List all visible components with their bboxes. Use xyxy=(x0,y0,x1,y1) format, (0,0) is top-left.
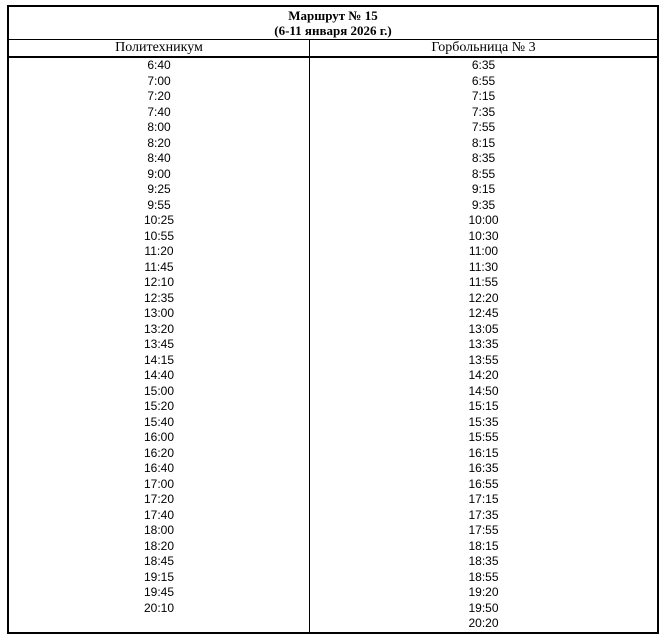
time-cell: 19:50 xyxy=(468,600,499,615)
time-cell: 14:40 xyxy=(143,368,175,382)
time-cell: 17:55 xyxy=(468,523,499,537)
time-cell: 20:10 xyxy=(143,600,175,615)
time-cell: 15:20 xyxy=(143,399,175,413)
time-cell: 7:15 xyxy=(471,89,496,103)
time-cell: 7:00 xyxy=(147,73,171,88)
time-cell: 11:20 xyxy=(144,244,174,258)
time-cell: 18:55 xyxy=(468,569,499,584)
time-cell: 12:45 xyxy=(468,306,499,320)
time-cell: 12:10 xyxy=(143,275,175,289)
time-cell: 6:40 xyxy=(147,58,171,72)
time-cell: 16:20 xyxy=(143,445,175,460)
time-cell: 18:35 xyxy=(468,554,499,568)
time-cell: 20:20 xyxy=(468,616,499,630)
time-cell: 9:25 xyxy=(147,182,171,196)
time-cell: 17:00 xyxy=(143,476,175,491)
time-cell: 16:35 xyxy=(468,461,499,475)
time-cell: 8:15 xyxy=(471,135,496,150)
time-cell: 13:00 xyxy=(143,306,175,320)
time-cell: 16:55 xyxy=(468,476,499,491)
column-header-politehnikum: Политехникум xyxy=(9,40,310,56)
time-cell: 16:00 xyxy=(143,430,175,444)
time-cell: 9:15 xyxy=(471,182,496,196)
time-cell: 15:40 xyxy=(143,414,175,429)
time-cell: 13:20 xyxy=(143,321,175,336)
column-header-gorbolnitsa: Горбольница № 3 xyxy=(431,40,536,55)
time-cell: 18:00 xyxy=(143,523,175,537)
time-cell: 8:00 xyxy=(147,120,171,134)
time-cell: 13:45 xyxy=(143,337,175,351)
time-cell: 9:35 xyxy=(471,197,496,212)
time-cell: 12:20 xyxy=(468,290,499,305)
column-headers xyxy=(9,40,657,58)
time-cell: 11:55 xyxy=(468,275,499,289)
time-cell: 13:05 xyxy=(468,321,499,336)
time-cell: 7:20 xyxy=(147,89,171,103)
time-cell: 17:35 xyxy=(468,507,499,522)
time-cell: 15:35 xyxy=(468,414,499,429)
time-cell: 7:35 xyxy=(471,104,496,119)
title-block xyxy=(9,7,657,40)
time-cell: 8:20 xyxy=(147,135,171,150)
times-column-gorbolnitsa xyxy=(310,58,657,632)
time-cell: 19:45 xyxy=(143,585,175,599)
time-cell: 19:15 xyxy=(143,569,175,584)
timetable xyxy=(7,5,659,634)
time-cell: 19:20 xyxy=(468,585,499,599)
time-cell: 11:45 xyxy=(144,259,174,274)
time-cell: 16:15 xyxy=(468,445,499,460)
time-cell: 18:45 xyxy=(143,554,175,568)
time-cell: 10:55 xyxy=(143,228,175,243)
time-cell: 17:40 xyxy=(143,507,175,522)
route-title: Маршрут № 15 xyxy=(288,8,378,23)
time-cell: 11:00 xyxy=(468,244,499,258)
time-cell: 8:40 xyxy=(147,151,171,165)
time-cell: 13:35 xyxy=(468,337,499,351)
time-cell: 14:50 xyxy=(468,383,499,398)
time-cell: 6:55 xyxy=(471,73,496,88)
time-cell: 7:40 xyxy=(147,104,171,119)
time-cell: 14:15 xyxy=(143,352,175,367)
time-cell: 7:55 xyxy=(471,120,496,134)
time-cell: 8:55 xyxy=(471,166,496,181)
time-cell: 17:20 xyxy=(143,492,175,506)
time-cell: 15:15 xyxy=(468,399,499,413)
time-cell: 8:35 xyxy=(471,151,496,165)
times-body xyxy=(9,58,657,632)
time-cell: 12:35 xyxy=(143,290,175,305)
time-cell: 16:40 xyxy=(143,461,175,475)
time-cell: 13:55 xyxy=(468,352,499,367)
time-cell: 15:00 xyxy=(143,383,175,398)
times-column-politehnikum xyxy=(9,58,310,632)
time-cell: 6:35 xyxy=(471,58,496,72)
time-cell: 10:30 xyxy=(468,228,499,243)
time-cell: 9:00 xyxy=(147,166,171,181)
time-cell: 11:30 xyxy=(468,259,499,274)
time-cell: 10:00 xyxy=(468,213,499,227)
time-cell: 18:20 xyxy=(143,538,175,553)
time-cell: 17:15 xyxy=(468,492,499,506)
time-cell: 18:15 xyxy=(468,538,499,553)
time-cell: 10:25 xyxy=(143,213,175,227)
date-range: (6-11 января 2026 г.) xyxy=(274,23,392,38)
time-cell: 9:55 xyxy=(147,197,171,212)
time-cell: 14:20 xyxy=(468,368,499,382)
time-cell: 15:55 xyxy=(468,430,499,444)
